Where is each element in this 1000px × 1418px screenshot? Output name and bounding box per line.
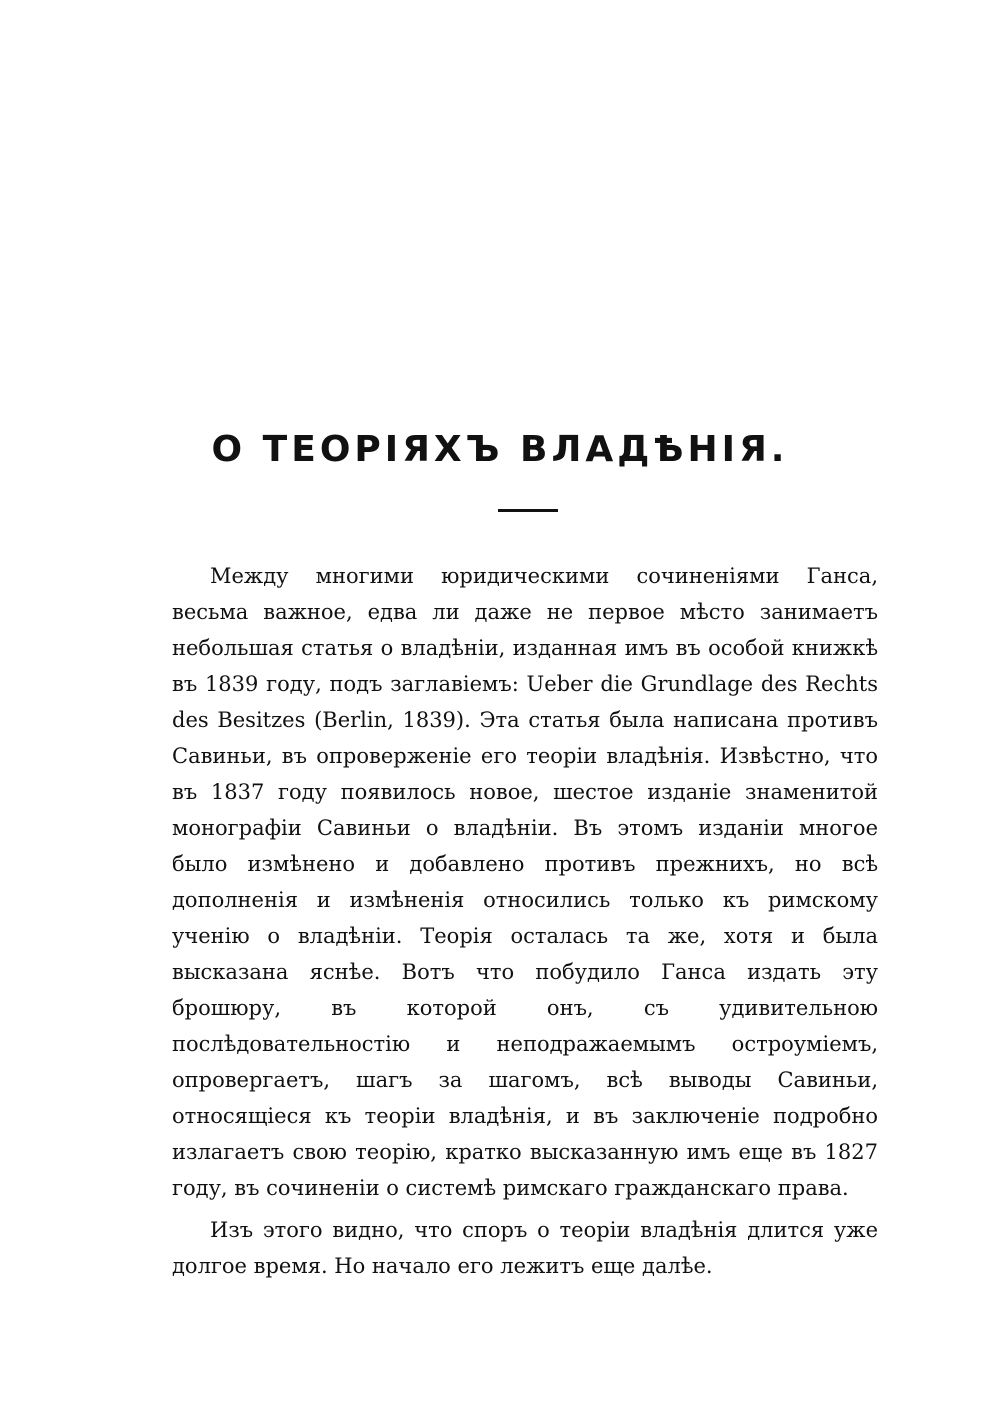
body-text — [172, 558, 878, 1284]
title-divider — [498, 509, 558, 512]
page-title: О ТЕОРІЯХЪ ВЛАДѢНІЯ. — [211, 429, 789, 470]
paragraph-2: Изъ этого видно, что споръ о теоріи владѣнія длится уже долгое время. Но начало его лежитъ еще далѣе. — [172, 1218, 878, 1278]
paragraph-1: Между многими юридическими сочиненіями Ганса, весьма важное, едва ли даже не первое мѣсто занимаетъ небольшая статья о владѣніи, изданная имъ въ особой книжкѣ въ 1839 году, подъ заглавіемъ: Ueber die Grundlage des Rechts des Besitzes (Berlin, 1839). Эта статья была написана противъ Савиньи, въ опроверженіе его теоріи владѣнія. Извѣстно, что въ 1837 году появилось новое, шестое изданіе знаменитой монографіи Савиньи о владѣніи. Въ этомъ изданіи многое было измѣнено и добавлено противъ прежнихъ, но всѣ дополненія и измѣненія относились только къ римскому ученію о владѣніи. Теорія осталась та же, хотя и была высказана яснѣе. Вотъ что побудило Ганса издать эту брошюру, въ которой онъ, съ удивительною послѣдовательностію и неподражаемымъ остроуміемъ, опровергаетъ, шагъ за шагомъ, всѣ выводы Савиньи, относящіеся къ теоріи владѣнія, и въ заключеніе подробно излагаетъ свою теорію, кратко высказанную имъ еще въ 1827 году, въ сочиненіи о системѣ римскаго гражданскаго права. — [172, 564, 878, 1200]
